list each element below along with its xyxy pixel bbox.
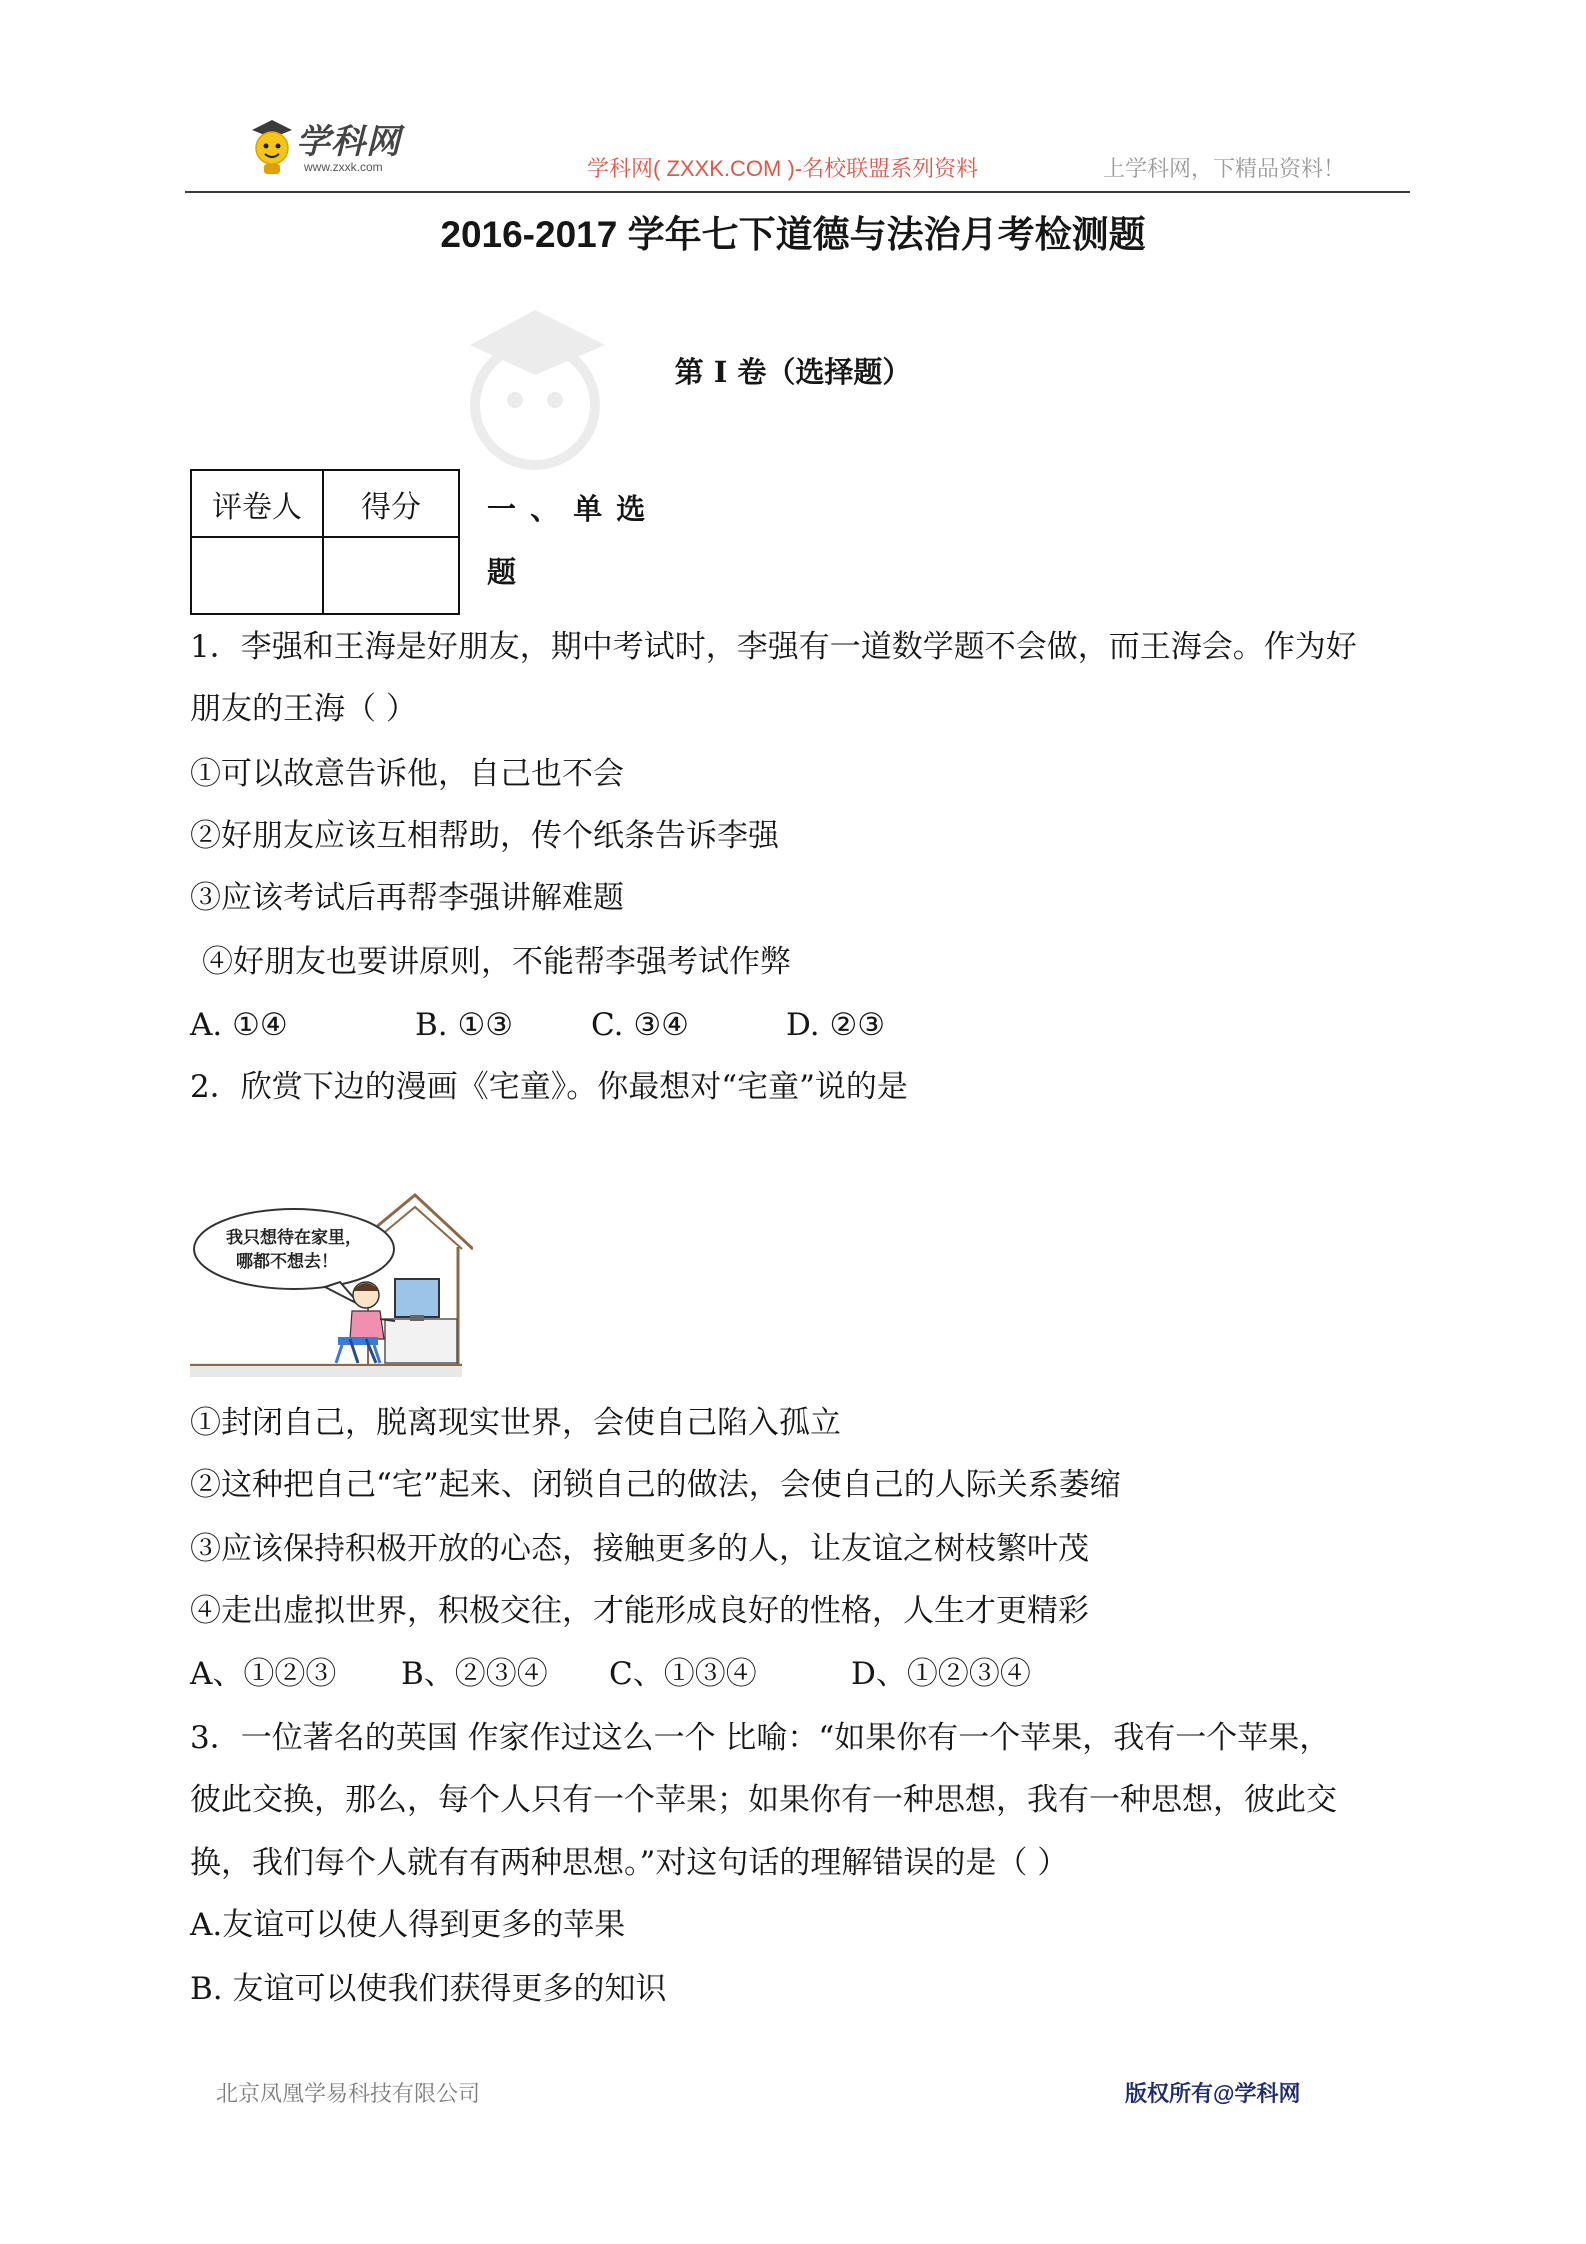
cartoon-bubble-text: 哪都不想去！ xyxy=(236,1252,338,1272)
site-logo[interactable] xyxy=(248,112,428,184)
part-heading-continued: 题 xyxy=(487,555,517,589)
q1-option-b: B. ①③ xyxy=(415,1007,514,1043)
q2-option-a: A、①②③ xyxy=(190,1656,337,1692)
score-table-grader-cell xyxy=(191,537,323,614)
q2-statement: ②这种把自己“宅”起来、闭锁自己的做法，会使自己的人际关系萎缩 xyxy=(190,1467,1121,1503)
q2-option-b: B、②③④ xyxy=(401,1656,548,1692)
q1-statement: ②好朋友应该互相帮助，传个纸条告诉李强 xyxy=(190,818,779,854)
cartoon-stay-home-image xyxy=(190,1187,473,1377)
q3-stem: 换，我们每个人就有有两种思想。”对这句话的理解错误的是（ ） xyxy=(190,1845,1069,1881)
logo-url-text: www.zxxk.com xyxy=(304,160,383,174)
part-heading: 一 、 单 选 xyxy=(487,492,648,526)
q2-statement: ④走出虚拟世界，积极交往，才能形成良好的性格，人生才更精彩 xyxy=(190,1593,1089,1629)
header-divider xyxy=(185,191,1410,193)
score-table-header-grader: 评卷人 xyxy=(191,470,323,537)
footer-company: 北京凤凰学易科技有限公司 xyxy=(216,2081,481,2106)
q2-statement: ③应该保持积极开放的心态，接触更多的人，让友谊之树枝繁叶茂 xyxy=(190,1531,1089,1567)
q1-option-c: C. ③④ xyxy=(591,1007,689,1043)
q1-statement: ③应该考试后再帮李强讲解难题 xyxy=(190,880,624,916)
q1-option-a: A. ①④ xyxy=(190,1007,288,1043)
q3-option-a: A.友谊可以使人得到更多的苹果 xyxy=(190,1907,626,1943)
q1-option-d: D. ②③ xyxy=(786,1007,886,1043)
logo-text: 学科网 xyxy=(296,123,401,161)
logo-mascot-icon xyxy=(248,116,296,178)
q2-option-d: D、①②③④ xyxy=(851,1656,1031,1692)
q1-statement: ①可以故意告诉他，自己也不会 xyxy=(190,756,624,792)
header-slogan: 上学科网，下精品资料！ xyxy=(1103,156,1346,181)
header-center-link[interactable]: 学科网( ZXXK.COM )-名校联盟系列资料 xyxy=(587,156,979,181)
q2-option-c: C、①③④ xyxy=(609,1656,757,1692)
q3-option-b: B. 友谊可以使我们获得更多的知识 xyxy=(190,1971,667,2007)
score-table-score-cell xyxy=(323,537,459,614)
score-table-header-score: 得分 xyxy=(323,470,459,537)
q1-stem: 1．李强和王海是好朋友，期中考试时，李强有一道数学题不会做，而王海会。作为好 xyxy=(190,629,1357,665)
section-heading: 第 I 卷（选择题） xyxy=(674,355,912,389)
q2-statement: ①封闭自己，脱离现实世界，会使自己陷入孤立 xyxy=(190,1405,841,1441)
score-table xyxy=(190,469,460,615)
footer-copyright-link[interactable]: 版权所有@学科网 xyxy=(1125,2081,1301,2106)
cartoon-bubble-text: 我只想待在家里， xyxy=(226,1228,362,1248)
q3-stem: 彼此交换，那么，每个人只有一个苹果；如果你有一种思想，我有一种思想，彼此交 xyxy=(190,1782,1337,1818)
q1-stem: 朋友的王海（ ） xyxy=(190,691,417,727)
page-title: 2016-2017 学年七下道德与法治月考检测题 xyxy=(440,214,1146,255)
q1-statement: ④好朋友也要讲原则，不能帮李强考试作弊 xyxy=(202,944,791,980)
q2-stem: 2．欣赏下边的漫画《宅童》。你最想对“宅童”说的是 xyxy=(190,1069,908,1105)
q3-stem: 3．一位著名的英国 作家作过这么一个 比喻：“如果你有一个苹果，我有一个苹果， xyxy=(190,1720,1331,1756)
